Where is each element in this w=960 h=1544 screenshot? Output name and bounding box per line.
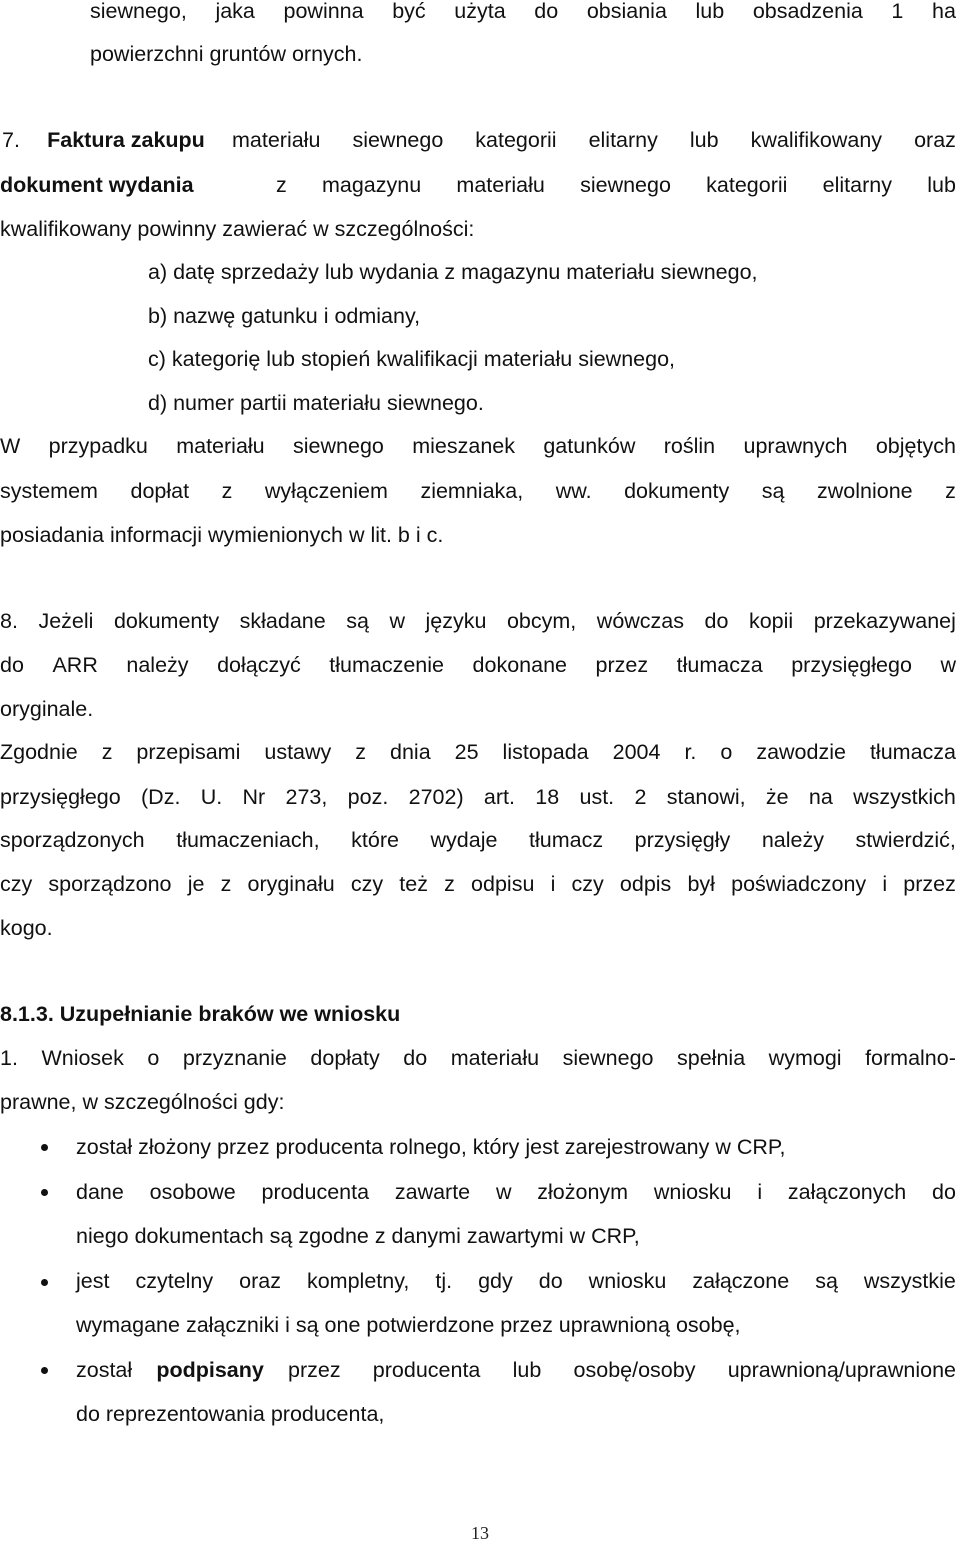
word: Jeżeli — [38, 609, 94, 633]
word: użyta — [454, 0, 506, 23]
word: siewnego, — [90, 0, 187, 23]
word: dokumenty — [113, 609, 220, 633]
word: osobę/osoby — [573, 1358, 696, 1382]
word: przez — [288, 1358, 341, 1382]
bullet-item-continuation: do reprezentowania producenta, — [76, 1402, 385, 1426]
word: obsiania — [586, 0, 667, 23]
word: ust. — [579, 785, 615, 809]
bold-term: dokument wydania — [0, 173, 194, 197]
word: tj. — [435, 1269, 453, 1293]
word: wszystkie — [863, 1269, 956, 1293]
paragraph-line — [0, 1045, 956, 1071]
bullet-item — [76, 1179, 956, 1205]
word: ARR — [52, 653, 98, 677]
paragraph-line: powierzchni gruntów ornych. — [90, 42, 363, 66]
bullet-item-continuation: niego dokumentach są zgodne z danymi zawartymi w CRP, — [76, 1224, 640, 1248]
word: dokonane — [472, 653, 567, 677]
bullet-item — [76, 1357, 956, 1383]
word: roślin — [663, 434, 716, 458]
word: dopłat — [130, 479, 190, 503]
word: sporządzono — [48, 872, 172, 896]
paragraph-line — [0, 871, 956, 897]
bold-term: podpisany — [156, 1358, 264, 1382]
word: jaka — [215, 0, 255, 23]
word: do — [403, 1046, 428, 1070]
word: magazynu — [321, 173, 422, 197]
word: i — [882, 872, 888, 896]
word: je — [187, 872, 205, 896]
word: 2004 — [612, 740, 661, 764]
word: języku — [425, 609, 487, 633]
word: w — [495, 1180, 512, 1204]
word: Zgodnie — [0, 740, 78, 764]
word: z — [276, 173, 287, 197]
word: elitarny — [588, 128, 658, 152]
word: sporządzonych — [0, 828, 145, 852]
word: lub — [512, 1358, 542, 1382]
word: (Dz. — [141, 785, 181, 809]
bullet-icon — [41, 1279, 48, 1286]
paragraph-line — [0, 827, 956, 853]
page-number: 13 — [471, 1523, 489, 1543]
word: siewnego — [293, 434, 384, 458]
paragraph-line — [0, 172, 956, 198]
word: Wniosek — [41, 1046, 124, 1070]
word: ustawy — [264, 740, 332, 764]
word: materiału — [176, 434, 265, 458]
word: do — [704, 609, 729, 633]
word: dopłaty — [310, 1046, 380, 1070]
word: do — [538, 1269, 563, 1293]
word: przysięgłego — [0, 785, 121, 809]
bullet-icon — [41, 1144, 48, 1151]
word: z — [101, 740, 113, 764]
word: wydaje — [430, 828, 498, 852]
word: Nr — [242, 785, 266, 809]
word: 2 — [634, 785, 647, 809]
words-group — [288, 1357, 956, 1383]
word: które — [351, 828, 399, 852]
word: 273, — [285, 785, 328, 809]
word: wniosku — [653, 1180, 732, 1204]
word: tłumacz — [529, 828, 604, 852]
word: należy — [761, 828, 824, 852]
word: jest — [76, 1269, 110, 1293]
paragraph-line: kogo. — [0, 916, 53, 940]
word: są — [815, 1269, 838, 1293]
word: W — [0, 434, 21, 458]
word: należy — [126, 653, 189, 677]
word: materiału — [450, 1046, 540, 1070]
paragraph-line — [0, 478, 956, 504]
word: czy — [0, 872, 33, 896]
word: objętych — [875, 434, 956, 458]
word: zwolnione — [817, 479, 913, 503]
word: siewnego — [352, 128, 444, 152]
bullet-icon — [41, 1189, 48, 1196]
word: składane — [239, 609, 326, 633]
word: są — [346, 609, 369, 633]
word: elitarny — [822, 173, 892, 197]
word: kategorii — [475, 128, 557, 152]
paragraph-line: oryginale. — [0, 697, 94, 721]
word: czy — [350, 872, 384, 896]
word: materiału — [456, 173, 545, 197]
word: z — [444, 872, 455, 896]
word: oryginału — [247, 872, 335, 896]
word: załączonych — [787, 1180, 907, 1204]
word: ww. — [555, 479, 592, 503]
word: z — [221, 479, 233, 503]
word: ha — [932, 0, 956, 23]
word: wniosku — [588, 1269, 667, 1293]
word: tłumacza — [869, 740, 956, 764]
word: przepisami — [136, 740, 241, 764]
list-item-d: d) numer partii materiału siewnego. — [148, 391, 484, 415]
word: dnia — [390, 740, 431, 764]
word: złożonym — [537, 1180, 629, 1204]
word: stwierdzić, — [855, 828, 956, 852]
paragraph-line: kwalifikowany powinny zawierać w szczególności: — [0, 217, 475, 241]
word: wszystkich — [853, 785, 956, 809]
word: obcym, — [506, 609, 577, 633]
word: powinna — [283, 0, 364, 23]
word: przyznanie — [182, 1046, 287, 1070]
word: gatunków — [543, 434, 636, 458]
word: kategorii — [706, 173, 788, 197]
word: 18 — [535, 785, 560, 809]
word: z — [355, 740, 367, 764]
word: kopii — [748, 609, 794, 633]
word: też — [399, 872, 428, 896]
word: przekazywanej — [813, 609, 956, 633]
word: zawodzie — [756, 740, 846, 764]
paragraph-line — [0, 652, 956, 678]
word: art. — [483, 785, 515, 809]
bullet-item-continuation: wymagane załączniki i są one potwierdzone przez uprawnioną osobę, — [76, 1313, 741, 1337]
word: dołączyć — [217, 653, 301, 677]
word: ziemniaka, — [420, 479, 524, 503]
bullet-item: został złożony przez producenta rolnego, który jest zarejestrowany w CRP, — [76, 1135, 786, 1159]
word: i — [757, 1180, 763, 1204]
word: o — [720, 740, 733, 764]
word: do — [534, 0, 559, 23]
word: czy — [571, 872, 604, 896]
word: mieszanek — [412, 434, 515, 458]
word: z — [220, 872, 232, 896]
word: 1 — [891, 0, 904, 23]
word: przez — [903, 872, 956, 896]
word: wyłączeniem — [264, 479, 388, 503]
word: tłumaczeniach, — [176, 828, 320, 852]
word: przypadku — [48, 434, 148, 458]
word: do — [931, 1180, 956, 1204]
word: poz. — [347, 785, 389, 809]
word: lub — [689, 128, 719, 152]
word: r. — [684, 740, 697, 764]
word: obsadzenia — [752, 0, 863, 23]
word: lub — [927, 173, 956, 197]
word: 1. — [0, 1046, 18, 1070]
word: siewnego — [562, 1046, 654, 1070]
list-item-c: c) kategorię lub stopień kwalifikacji materiału siewnego, — [148, 347, 676, 371]
word: 8. — [0, 609, 18, 633]
word: listopada — [502, 740, 589, 764]
section-heading: 8.1.3. Uzupełnianie braków we wniosku — [0, 1002, 401, 1026]
words-group — [276, 172, 956, 198]
bullet-text: został — [76, 1358, 133, 1382]
word: odpisu — [471, 872, 535, 896]
word: przysięgłego — [791, 653, 912, 677]
word: 25 — [454, 740, 479, 764]
word: do — [0, 653, 24, 677]
paragraph-line — [0, 433, 956, 459]
word: na — [808, 785, 833, 809]
word: wymogi — [768, 1046, 842, 1070]
paragraph-line — [90, 0, 956, 24]
word: kwalifikowany — [750, 128, 883, 152]
word: poświadczony — [731, 872, 867, 896]
word: uprawnioną/uprawnione — [727, 1358, 956, 1382]
word: i — [550, 872, 556, 896]
paragraph-line — [0, 784, 956, 810]
paragraph-line: posiadania informacji wymienionych w lit. b i c. — [0, 523, 444, 547]
bullet-item — [76, 1268, 956, 1294]
bold-term: Faktura zakupu — [47, 128, 205, 152]
word: wówczas — [596, 609, 685, 633]
word: osobowe — [149, 1180, 236, 1204]
paragraph-line — [0, 739, 956, 765]
word: kompletny, — [306, 1269, 410, 1293]
list-item-b: b) nazwę gatunku i odmiany, — [148, 304, 421, 328]
word: są — [761, 479, 785, 503]
word: producenta — [261, 1180, 370, 1204]
word: o — [147, 1046, 160, 1070]
word: w — [389, 609, 405, 633]
word: stanowi, — [666, 785, 746, 809]
word: tłumaczenie — [329, 653, 444, 677]
word: dane — [76, 1180, 124, 1204]
word: lub — [695, 0, 725, 23]
list-item-a: a) datę sprzedaży lub wydania z magazynu materiału siewnego, — [148, 260, 758, 284]
section-7-line — [0, 127, 956, 153]
word: gdy — [478, 1269, 513, 1293]
word: producenta — [372, 1358, 481, 1382]
word: w — [940, 653, 956, 677]
word: zawarte — [394, 1180, 471, 1204]
list-number: 7. — [2, 128, 20, 152]
word: materiału — [231, 128, 321, 152]
word: oraz — [914, 128, 956, 152]
words-group — [232, 127, 956, 153]
word: U. — [200, 785, 223, 809]
word: przysięgły — [634, 828, 731, 852]
word: oraz — [239, 1269, 281, 1293]
word: czytelny — [135, 1269, 214, 1293]
paragraph-line: prawne, w szczególności gdy: — [0, 1090, 285, 1114]
paragraph-line — [0, 608, 956, 634]
word: systemem — [0, 479, 98, 503]
word: odpis — [619, 872, 672, 896]
word: 2702) — [408, 785, 464, 809]
word: formalno- — [865, 1046, 956, 1070]
bullet-icon — [41, 1367, 48, 1374]
word: z — [945, 479, 956, 503]
word: dokumenty — [624, 479, 730, 503]
word: uprawnych — [743, 434, 848, 458]
word: być — [392, 0, 426, 23]
word: tłumacza — [676, 653, 763, 677]
word: przez — [595, 653, 649, 677]
word: że — [765, 785, 789, 809]
word: załączone — [692, 1269, 790, 1293]
word: był — [687, 872, 715, 896]
word: spełnia — [677, 1046, 746, 1070]
word: siewnego — [580, 173, 671, 197]
